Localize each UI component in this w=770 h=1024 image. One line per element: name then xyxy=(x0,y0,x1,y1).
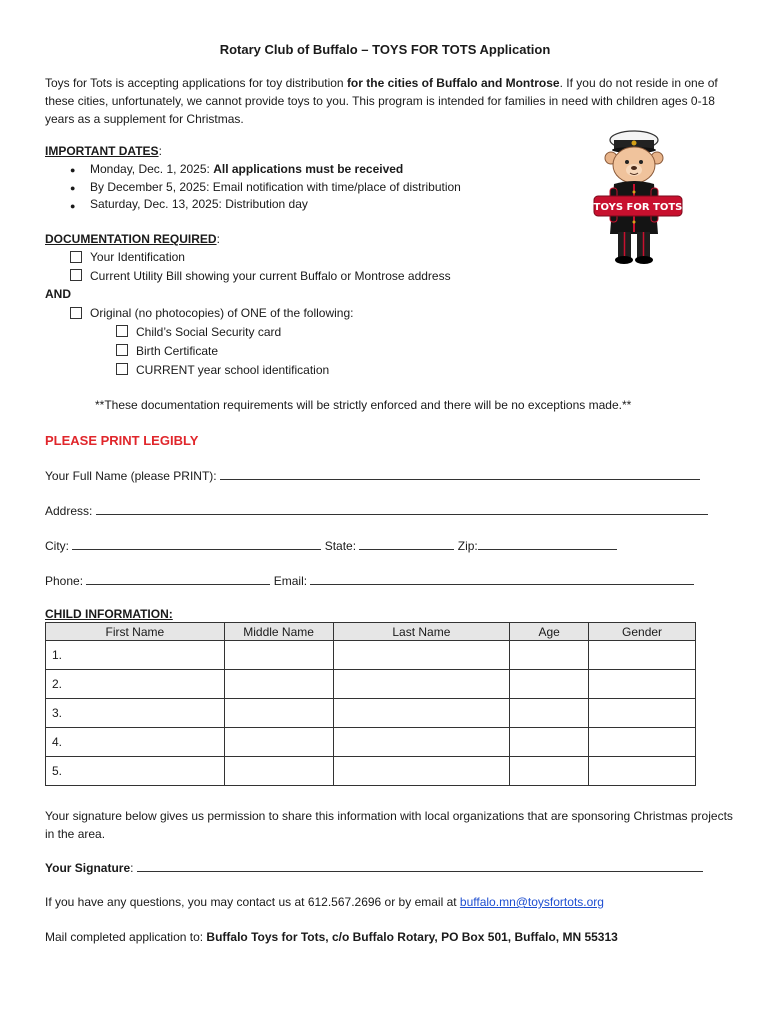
zip-field[interactable] xyxy=(478,537,617,550)
col-gender: Gender xyxy=(589,623,696,641)
col-last-name: Last Name xyxy=(333,623,510,641)
cell-middle[interactable] xyxy=(224,699,333,728)
bullet-icon: ● xyxy=(70,183,76,193)
bullet-icon: ● xyxy=(70,165,76,175)
date-item-1 xyxy=(90,161,403,178)
name-field[interactable] xyxy=(220,467,700,480)
sub-checkbox-2[interactable] xyxy=(116,344,128,356)
docs-heading: DOCUMENTATION REQUIRED xyxy=(45,232,217,246)
cell-last[interactable] xyxy=(333,641,510,670)
doc-checkbox-2[interactable] xyxy=(70,269,82,281)
col-middle-name: Middle Name xyxy=(224,623,333,641)
city-row xyxy=(45,537,617,555)
row-number[interactable]: 2. xyxy=(46,670,225,699)
state-field[interactable] xyxy=(359,537,454,550)
name-label: Your Full Name (please PRINT): xyxy=(45,469,217,483)
sub-checkbox-1[interactable] xyxy=(116,325,128,337)
and-label: AND xyxy=(45,287,71,301)
row-number[interactable]: 3. xyxy=(46,699,225,728)
bullet-icon: ● xyxy=(70,201,76,211)
signature-row: Your Signature: xyxy=(45,859,703,877)
mail-line xyxy=(45,929,618,946)
row-number[interactable]: 5. xyxy=(46,757,225,786)
docs-note: **These documentation requirements will be strictly enforced and there will be no exceptions made.** xyxy=(95,398,632,412)
contact-line xyxy=(45,894,604,911)
sub-item-3: CURRENT year school identification xyxy=(136,363,330,377)
signature-field[interactable] xyxy=(137,859,703,872)
cell-middle[interactable] xyxy=(224,728,333,757)
docs-heading-line: DOCUMENTATION REQUIRED: xyxy=(45,232,220,246)
table-row xyxy=(46,699,696,728)
city-field[interactable] xyxy=(72,537,321,550)
child-table xyxy=(45,622,696,786)
doc-item-2: Current Utility Bill showing your current Buffalo or Montrose address xyxy=(90,269,451,283)
row-number[interactable]: 1. xyxy=(46,641,225,670)
date-item-2: By December 5, 2025: Email notification with time/place of distribution xyxy=(90,180,461,194)
cell-gender[interactable] xyxy=(589,699,696,728)
cell-middle[interactable] xyxy=(224,670,333,699)
cell-last[interactable] xyxy=(333,757,510,786)
page-title: Rotary Club of Buffalo – TOYS FOR TOTS Application xyxy=(219,42,551,57)
mail-address: Buffalo Toys for Tots, c/o Buffalo Rotary, PO Box 501, Buffalo, MN 55313 xyxy=(206,930,618,944)
cell-age[interactable] xyxy=(510,699,589,728)
cell-age[interactable] xyxy=(510,641,589,670)
sub-checkbox-3[interactable] xyxy=(116,363,128,375)
print-notice: PLEASE PRINT LEGIBLY xyxy=(45,433,199,448)
zip-label: Zip: xyxy=(457,539,478,553)
table-row xyxy=(46,757,696,786)
date-item-1-text: Monday, Dec. 1, 2025: xyxy=(90,162,214,176)
phone-label: Phone: xyxy=(45,574,84,588)
name-row xyxy=(45,467,700,485)
col-first-name: First Name xyxy=(46,623,225,641)
row-number[interactable]: 4. xyxy=(46,728,225,757)
mascot-sign-text: TOYS FOR TOTS xyxy=(593,202,683,213)
contact-text: If you have any questions, you may contact us at 612.567.2696 or by email at xyxy=(45,895,460,909)
toys-for-tots-mascot xyxy=(588,126,688,266)
cell-middle[interactable] xyxy=(224,757,333,786)
child-table-header xyxy=(46,623,696,641)
contact-email-link[interactable]: buffalo.mn@toysfortots.org xyxy=(459,895,604,909)
phone-row xyxy=(45,572,694,590)
cell-gender[interactable] xyxy=(589,670,696,699)
address-label: Address: xyxy=(45,504,93,518)
dates-heading-line: IMPORTANT DATES: xyxy=(45,144,162,158)
doc-checkbox-original[interactable] xyxy=(70,307,82,319)
cell-last[interactable] xyxy=(333,728,510,757)
permission-text: Your signature below gives us permission to share this information with local organizations that are sponsoring Christmas projects in the area. xyxy=(45,809,733,841)
address-field[interactable] xyxy=(96,502,708,515)
table-row xyxy=(46,641,696,670)
sub-item-2: Birth Certificate xyxy=(136,344,219,358)
doc-checkbox-1[interactable] xyxy=(70,251,82,263)
cell-gender[interactable] xyxy=(589,641,696,670)
phone-field[interactable] xyxy=(86,572,270,585)
child-heading: CHILD INFORMATION: xyxy=(45,607,173,621)
mail-lead: Mail completed application to: xyxy=(45,930,207,944)
cell-last[interactable] xyxy=(333,699,510,728)
date-item-3: Saturday, Dec. 13, 2025: Distribution day xyxy=(90,197,308,211)
cell-gender[interactable] xyxy=(589,757,696,786)
sub-item-1: Child’s Social Security card xyxy=(136,325,282,339)
intro-paragraph xyxy=(45,74,725,128)
intro-text-1: Toys for Tots is accepting applications for toy distribution xyxy=(45,76,347,90)
signature-label: Your Signature xyxy=(45,861,131,875)
doc-item-1: Your Identification xyxy=(90,250,185,264)
cell-age[interactable] xyxy=(510,670,589,699)
table-row xyxy=(46,670,696,699)
cell-age[interactable] xyxy=(510,728,589,757)
date-item-1-bold: All applications must be received xyxy=(213,162,404,176)
cell-age[interactable] xyxy=(510,757,589,786)
address-row xyxy=(45,502,708,520)
city-label: City: xyxy=(45,539,69,553)
doc-original: Original (no photocopies) of ONE of the following: xyxy=(90,306,354,320)
email-field[interactable] xyxy=(310,572,694,585)
state-label: State: xyxy=(324,539,357,553)
cell-last[interactable] xyxy=(333,670,510,699)
cell-middle[interactable] xyxy=(224,641,333,670)
table-row xyxy=(46,728,696,757)
intro-text-2: . If you do not reside in one of these cities, unfortunately, we cannot provide toys to you. This program is intended for families in need with children ages 0-18 years as a supplement for Christmas. xyxy=(45,76,718,126)
cell-gender[interactable] xyxy=(589,728,696,757)
col-age: Age xyxy=(510,623,589,641)
intro-bold: for the cities of Buffalo and Montrose xyxy=(346,76,560,90)
dates-heading: IMPORTANT DATES xyxy=(45,144,159,158)
email-label: Email: xyxy=(273,574,308,588)
